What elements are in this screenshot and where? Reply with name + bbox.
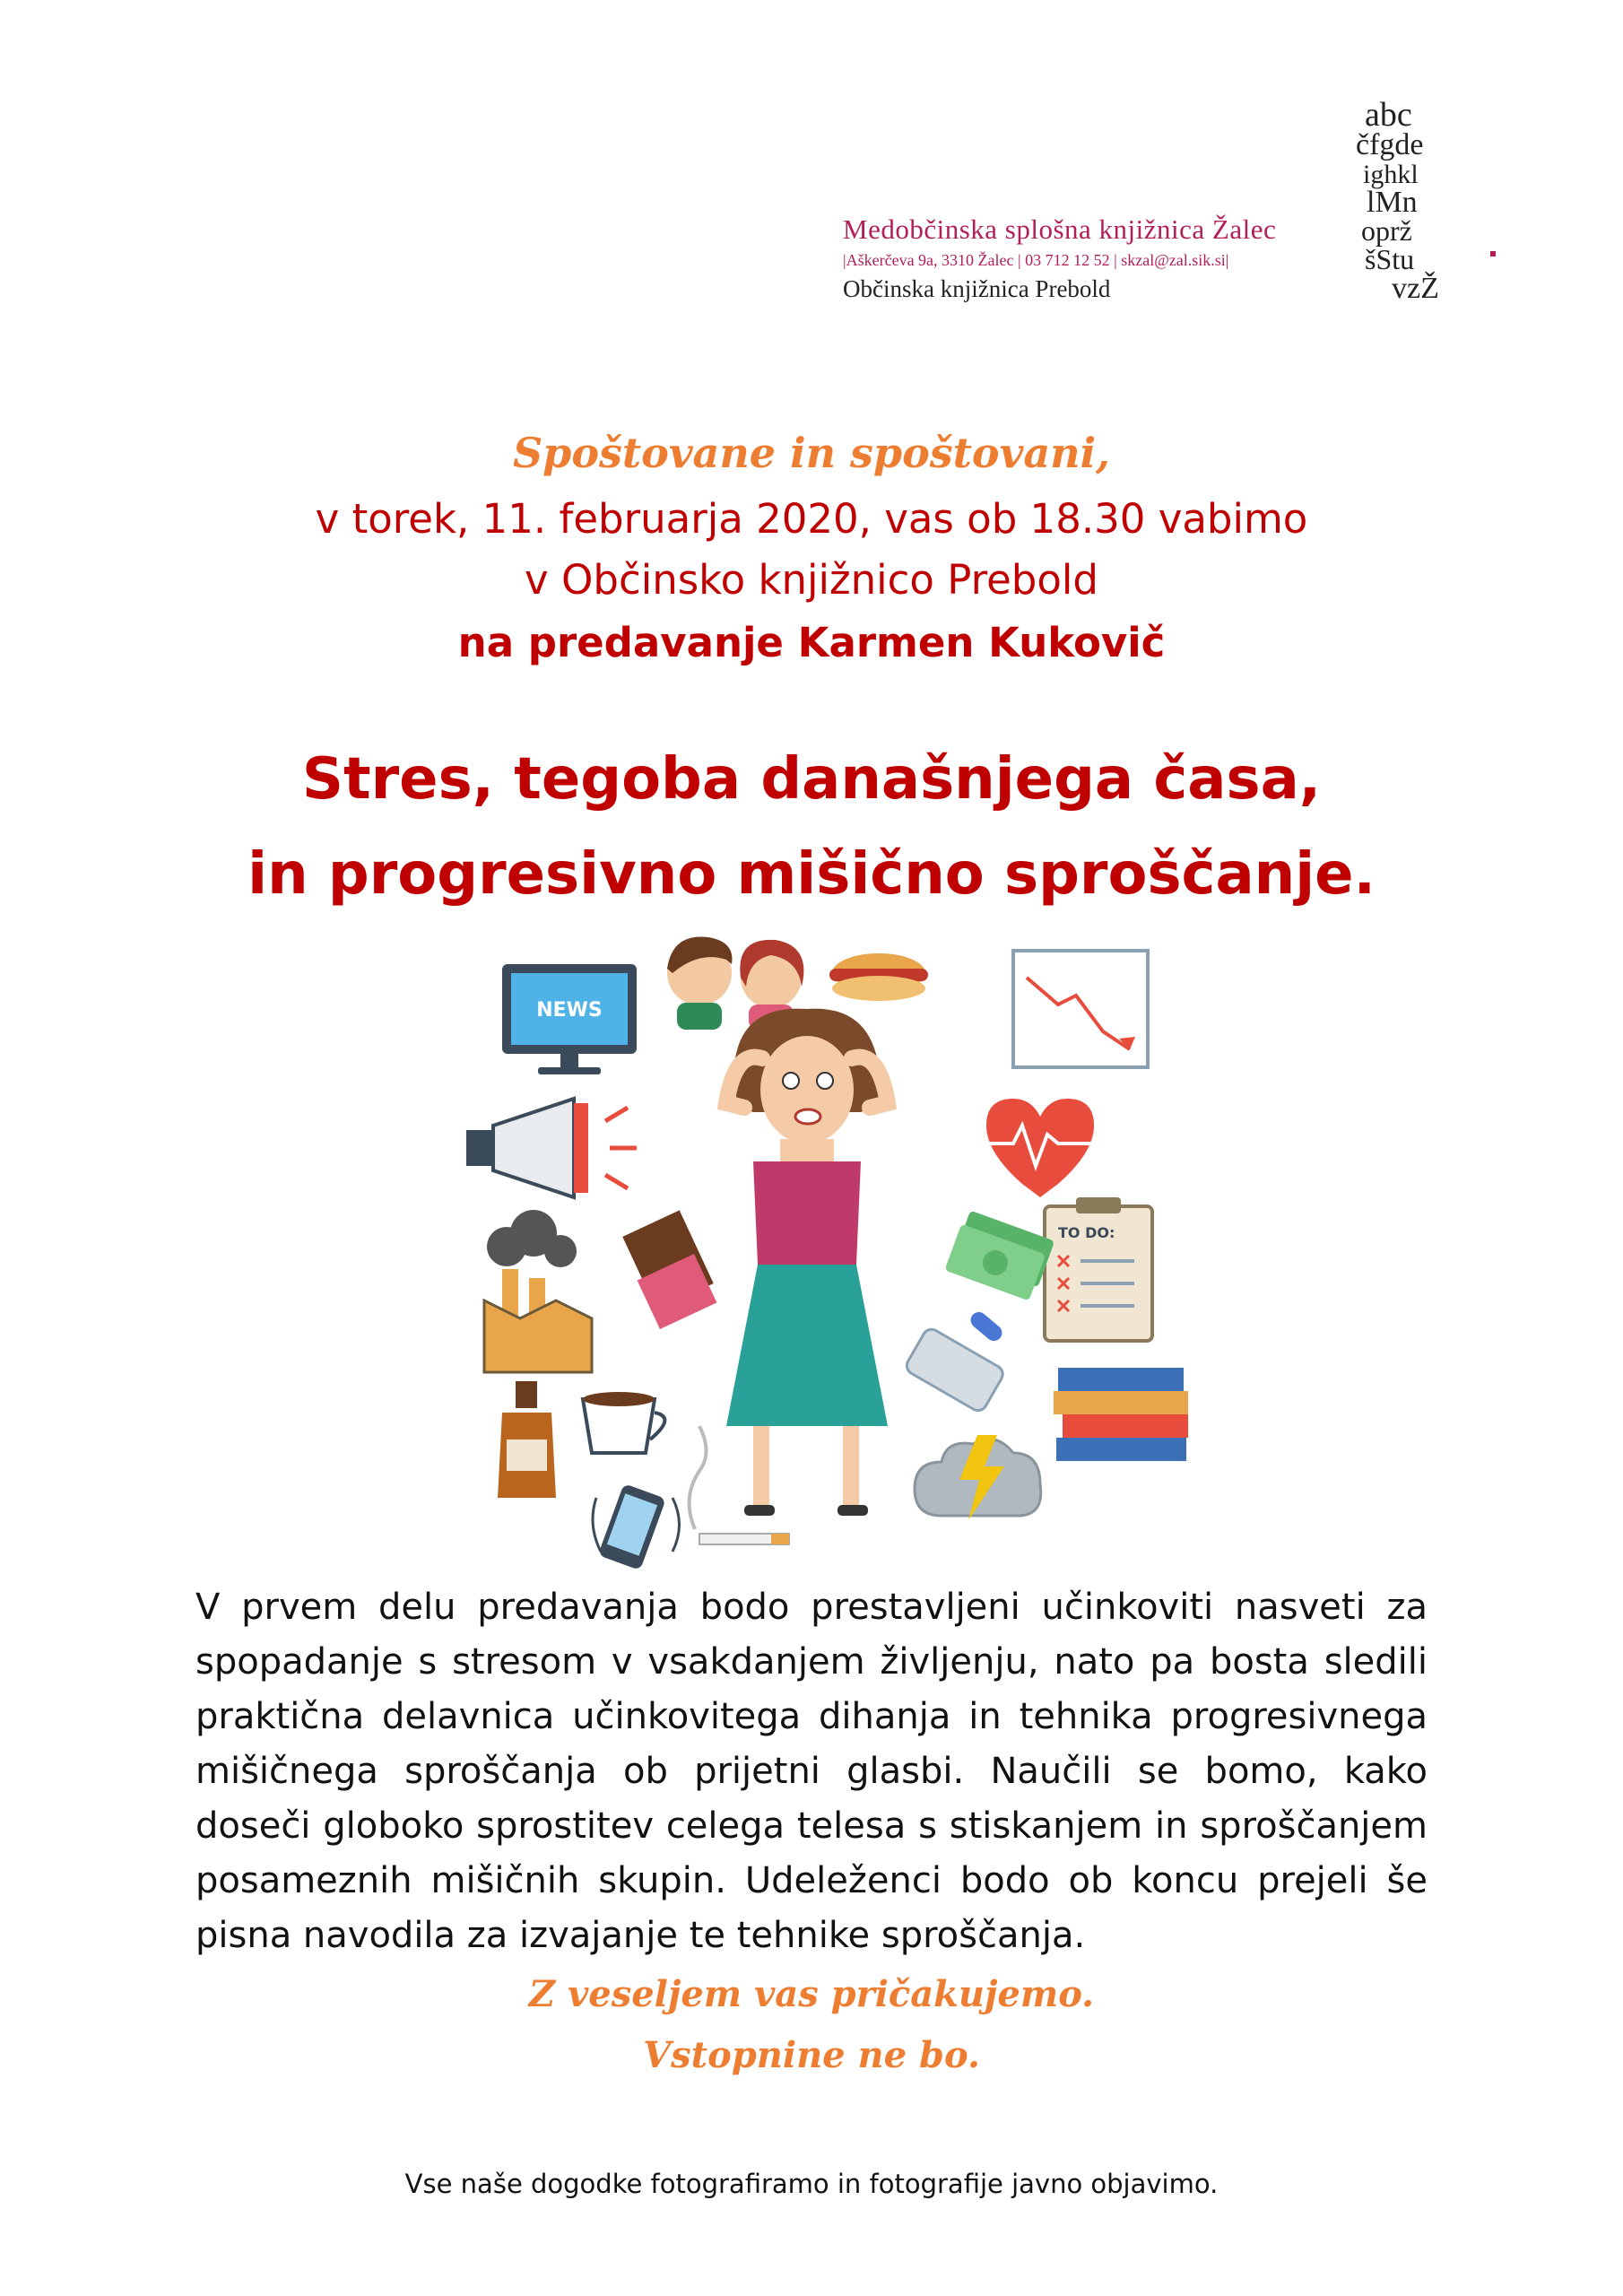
logo-letters-4: lMn — [1367, 186, 1418, 219]
logo-letters-5: oprž — [1361, 214, 1412, 247]
logo-accent — [1490, 251, 1496, 257]
library-logo — [1356, 99, 1526, 314]
logo-letters-7: vzŽ — [1392, 272, 1439, 305]
logo-letters-1: abc — [1365, 99, 1412, 134]
todo-clipboard-icon — [1045, 1197, 1152, 1341]
alcohol-bottle-icon — [498, 1381, 556, 1498]
closing-welcome: Z veseljem vas pričakujemo. — [528, 1973, 1095, 2015]
library-header — [843, 213, 1345, 303]
fast-food-icon — [829, 953, 928, 1001]
megaphone-icon — [466, 1099, 637, 1197]
svg-text:TO DO:: TO DO: — [1058, 1224, 1115, 1241]
logo-letters-6: šStu — [1365, 243, 1415, 275]
stressed-woman-icon — [726, 1009, 888, 1516]
pills-icon — [904, 1309, 1006, 1413]
coffee-cup-icon — [583, 1392, 664, 1453]
invitation-speaker: na predavanje Karmen Kukovič — [457, 619, 1166, 666]
lecture-title-line2: in progresivno mišično sproščanje. — [247, 841, 1376, 908]
lecture-description: V prvem delu predavanja bodo prestavljeni učinkoviti nasveti za spopadanje s stresom v vsakdanjem življenju, nato pa bosta sledili praktična delavnica učinkovitega dihanja in tehnika progresivnega mišičnega sproščanja ob prijetni glasbi. Naučili se bomo, kako doseči globoko sprostitev celega telesa s stiskanjem in sproščanjem posameznih mišičnih skupin. Udeleženci bodo ob koncu prejeli še pisna navodila za izvajanje te tehnike sproščanja. — [195, 1587, 1428, 1956]
invitation-date: v torek, 11. februarja 2020, vas ob 18.30 vabimo — [315, 495, 1308, 543]
brain-lightning-icon — [915, 1435, 1041, 1520]
heart-pulse-icon — [986, 1099, 1094, 1197]
binders-icon — [1054, 1368, 1188, 1461]
cigarette-icon — [690, 1426, 789, 1544]
greeting: Spoštovane in spoštovani, — [512, 429, 1111, 477]
lecture-title-line1: Stres, tegoba današnjega časa, — [301, 746, 1322, 813]
closing-free-entry: Vstopnine ne bo. — [643, 2034, 980, 2076]
library-branch: Občinska knjižnica Prebold — [843, 275, 1111, 302]
svg-text:NEWS: NEWS — [536, 999, 603, 1022]
chocolate-bar-icon — [622, 1210, 716, 1329]
money-icon — [944, 1211, 1055, 1301]
library-address: |Aškerčeva 9a, 3310 Žalec | 03 712 12 52 | skzal@zal.sik.si| — [843, 251, 1229, 269]
factory-pollution-icon — [484, 1210, 592, 1372]
ringing-phone-icon — [593, 1483, 680, 1570]
invitation-place: v Občinsko knjižnico Prebold — [525, 556, 1098, 604]
photo-notice: Vse naše dogodke fotografiramo in fotografije javno objavimo. — [404, 2169, 1219, 2199]
stress-illustration — [197, 924, 1426, 1570]
falling-chart-icon — [1013, 951, 1148, 1067]
logo-letters-2: čfgde — [1356, 128, 1424, 161]
library-name: Medobčinska splošna knjižnica Žalec — [843, 213, 1277, 245]
logo-letters-3: ighkl — [1363, 160, 1419, 189]
news-monitor-icon — [502, 964, 637, 1074]
